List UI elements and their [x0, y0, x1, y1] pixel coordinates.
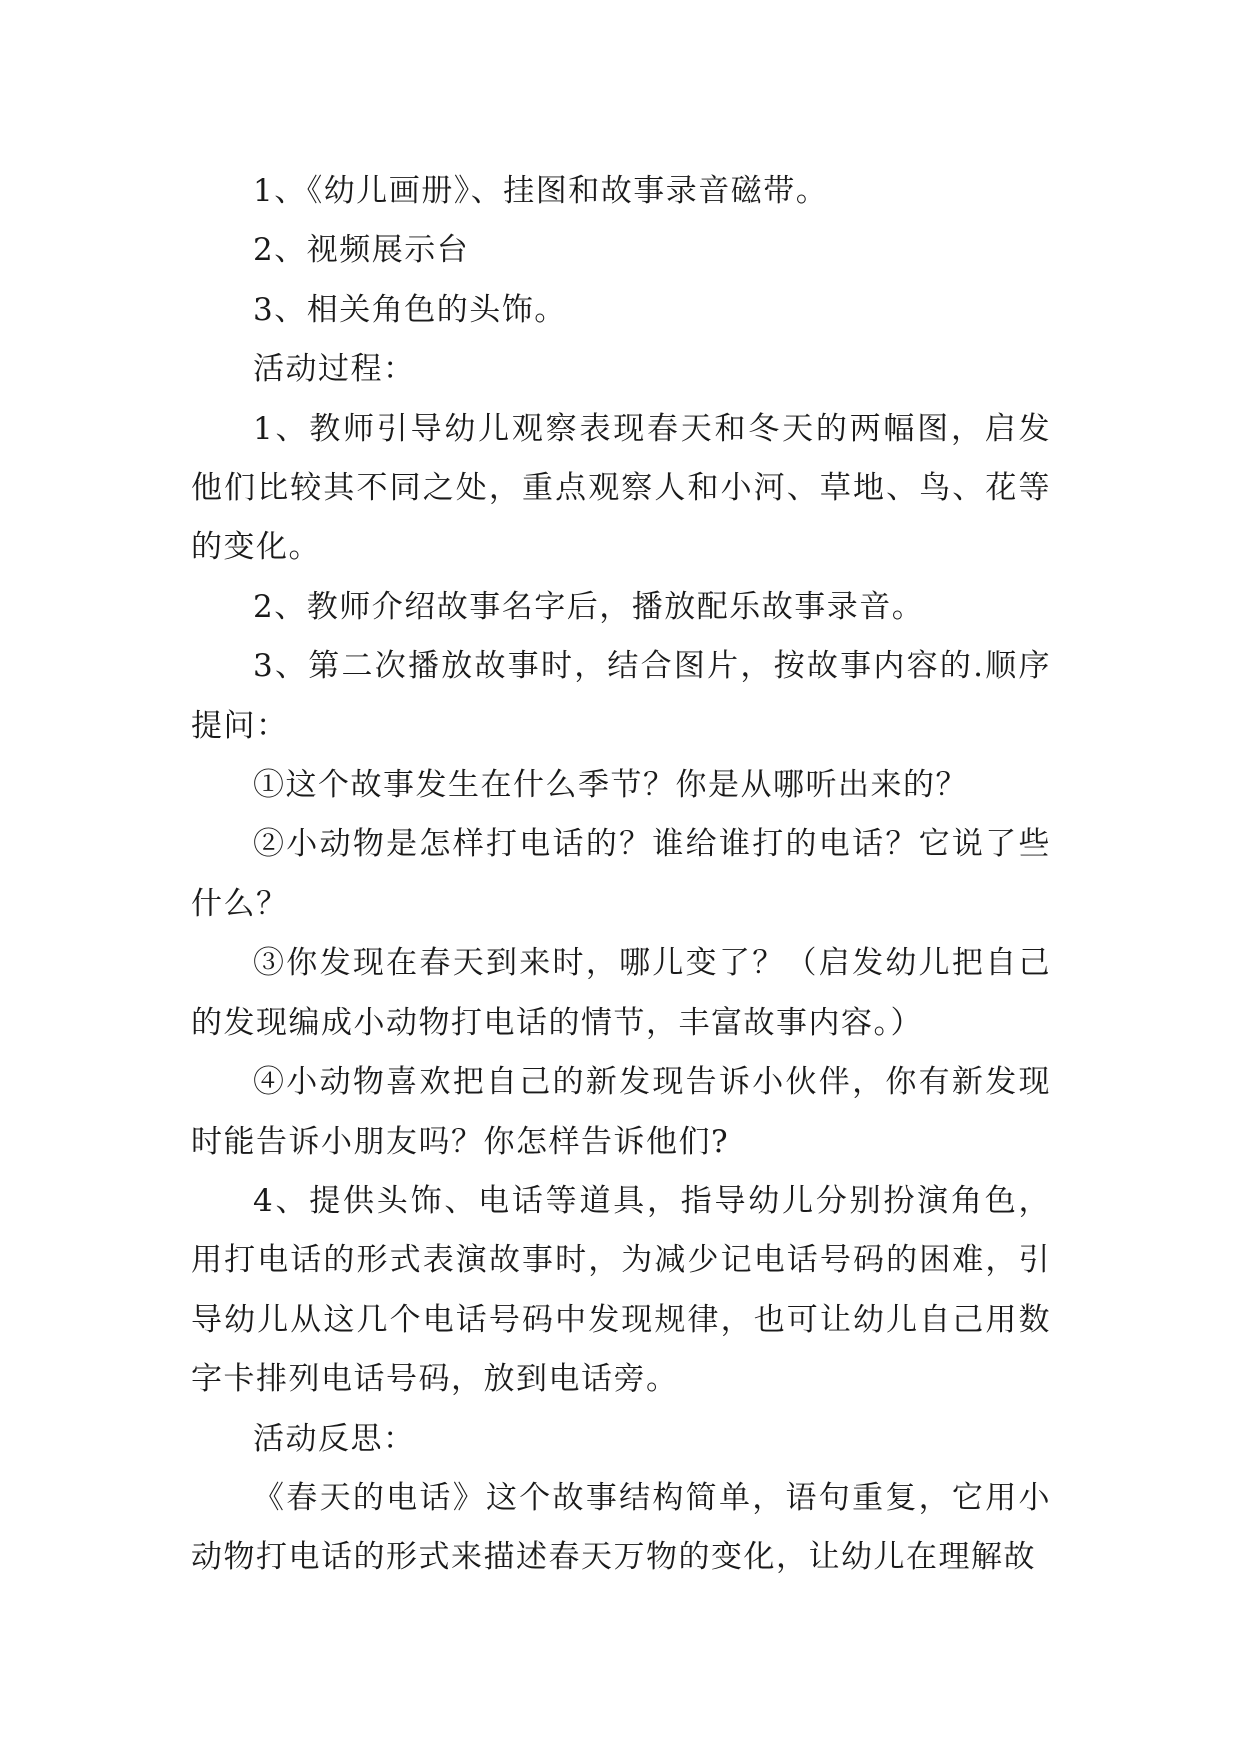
paragraph-process-3: 3、第二次播放故事时，结合图片，按故事内容的.顺序提问： — [191, 648, 1051, 744]
paragraph-process-2: 2、教师介绍故事名字后，播放配乐故事录音。 — [253, 588, 925, 625]
question-1: ①这个故事发生在什么季节？你是从哪听出来的？ — [253, 767, 968, 804]
question-3: ③你发现在春天到来时，哪儿变了？（启发幼儿把自己的发现编成小动物打电话的情节，丰富故事内容。） — [191, 945, 1051, 1041]
question-4: ④小动物喜欢把自己的新发现告诉小伙伴，你有新发现时能告诉小朋友吗？你怎样告诉他们? — [191, 1064, 1051, 1160]
paragraph-process-4: 4、提供头饰、电话等道具，指导幼儿分别扮演角色，用打电话的形式表演故事时，为减少记电话号码的困难，引导幼儿从这几个电话号码中发现规律，也可让幼儿自己用数字卡排列电话号码，放到电话旁。 — [191, 1182, 1051, 1398]
question-2: ②小动物是怎样打电话的？谁给谁打的电话？它说了些什么？ — [191, 826, 1051, 922]
paragraph-process-1: 1、教师引导幼儿观察表现春天和冬天的两幅图，启发他们比较其不同之处，重点观察人和小河、草地、鸟、花等的变化。 — [191, 410, 1051, 566]
paragraph-materials-2: 2、视频展示台 — [253, 232, 470, 269]
paragraph-materials-3: 3、相关角色的头饰。 — [253, 291, 567, 328]
document-body — [191, 162, 1051, 1588]
section-heading-process: 活动过程： — [253, 351, 416, 388]
paragraph-materials-1: 1、《幼儿画册》、挂图和故事录音磁带。 — [253, 173, 829, 209]
paragraph-reflection: 《春天的电话》这个故事结构简单，语句重复，它用小动物打电话的形式来描述春天万物的变化，让幼儿在理解故 — [191, 1479, 1051, 1576]
section-heading-reflection: 活动反思： — [253, 1420, 416, 1457]
